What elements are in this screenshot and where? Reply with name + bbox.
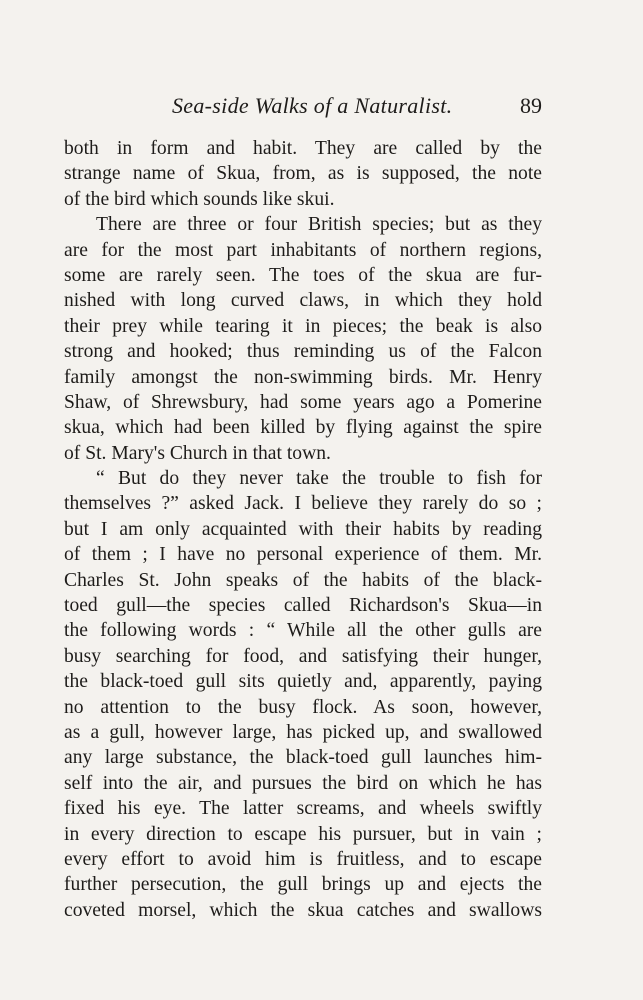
text-line: but I am only acquainted with their habits by reading [64,518,542,540]
text-line: “ But do they never take the trouble to fish for [96,468,542,490]
running-head [64,93,542,123]
text-line: further persecution, the gull brings up and ejects the [64,874,542,896]
text-line: of the bird which sounds like skui. [64,188,335,210]
text-line: themselves ?” asked Jack. I believe they rarely do so ; [64,493,542,515]
text-line: busy searching for food, and satisfying their hunger, [64,645,542,667]
text-line: some are rarely seen. The toes of the skua are fur- [64,264,542,286]
text-line: skua, which had been killed by flying against the spire [64,417,542,439]
text-line: every effort to avoid him is fruitless, and to escape [64,848,542,870]
text-line: coveted morsel, which the skua catches and swallows [64,899,542,921]
text-line: self into the air, and pursues the bird on which he has [64,772,542,794]
text-line: of them ; I have no personal experience of them. Mr. [64,544,542,566]
text-line: their prey while tearing it in pieces; the beak is also [64,315,542,337]
text-line: no attention to the busy flock. As soon, however, [64,696,542,718]
running-title: Sea-side Walks of a Naturalist. [172,93,453,118]
text-line: fixed his eye. The latter screams, and wheels swiftly [64,798,542,820]
text-line: strong and hooked; thus reminding us of the Falcon [64,341,542,363]
text-line: the black-toed gull sits quietly and, apparently, paying [64,671,542,693]
text-line: both in form and habit. They are called by the [64,138,542,159]
text-line: the following words : “ While all the other gulls are [64,620,542,642]
text-line: Charles St. John speaks of the habits of the black- [64,569,542,591]
text-line: as a gull, however large, has picked up, and swallowed [64,721,542,743]
text-line: any large substance, the black-toed gull launches him- [64,747,542,769]
text-line: family amongst the non-swimming birds. Mr. Henry [64,366,542,388]
text-line: There are three or four British species; but as they [96,214,542,236]
text-line: are for the most part inhabitants of northern regions, [64,239,542,261]
text-line: in every direction to escape his pursuer, but in vain ; [64,823,542,845]
text-line: strange name of Skua, from, as is supposed, the note [64,163,542,185]
text-line: nished with long curved claws, in which they hold [64,290,542,312]
text-line: of St. Mary's Church in that town. [64,442,331,464]
text-line: toed gull—the species called Richardson's Skua—in [64,595,542,617]
body-text [64,136,542,923]
text-line: Shaw, of Shrewsbury, had some years ago a Pomerine [64,391,542,413]
page-number: 89 [520,93,542,118]
